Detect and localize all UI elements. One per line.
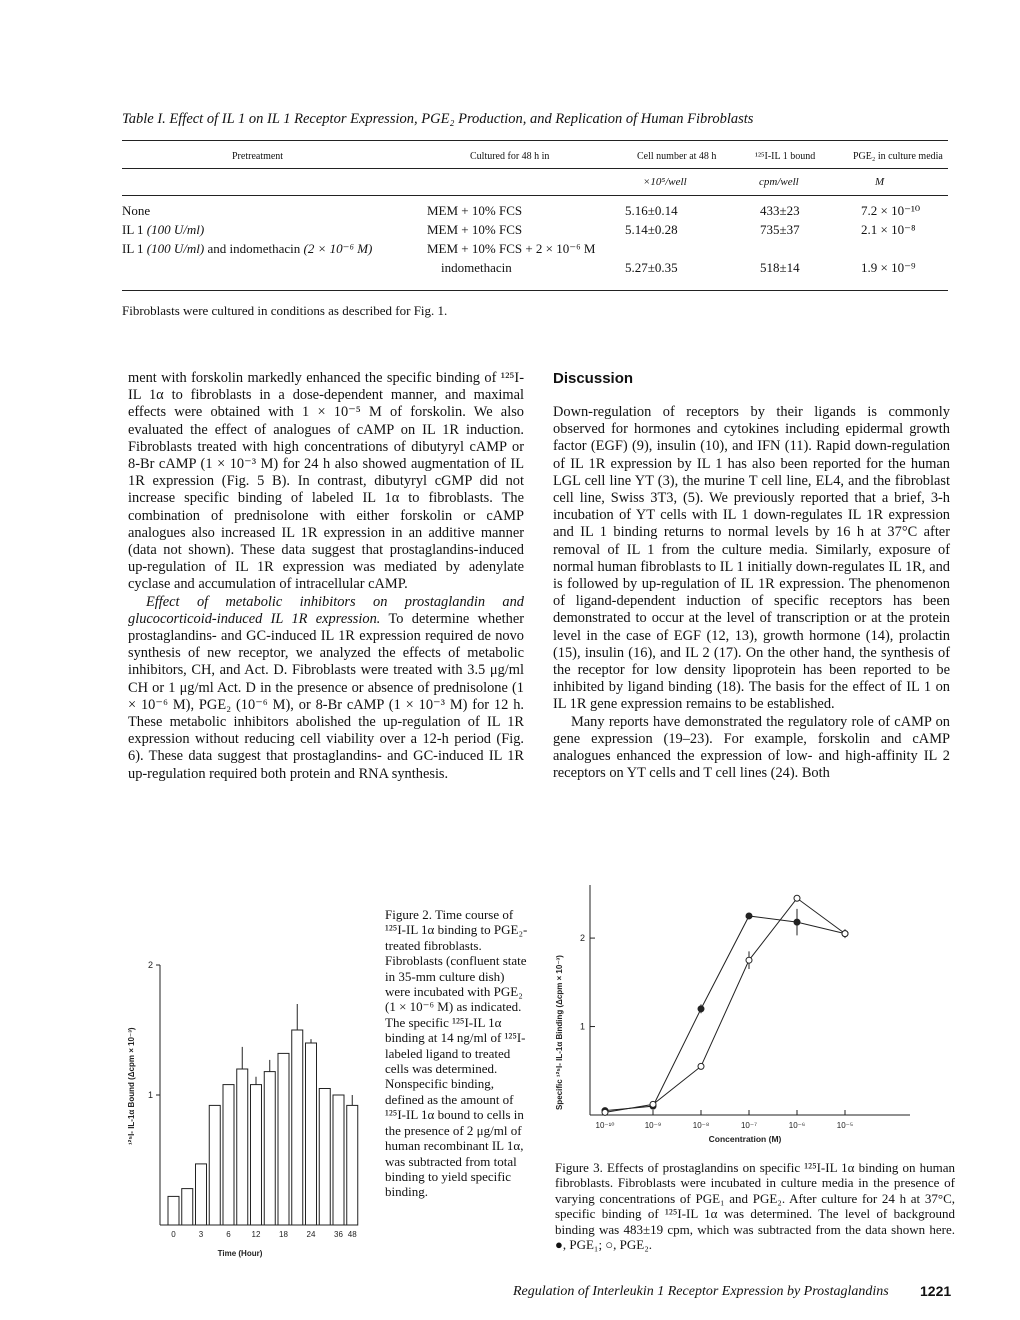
table-unit-bound: cpm/well (759, 176, 799, 188)
table-cell-pretreatment: None (122, 203, 151, 218)
table-cell-bound: 433±23 (760, 203, 800, 218)
bar (333, 1095, 344, 1225)
x-tick-label: 10⁻⁵ (836, 1121, 854, 1130)
x-tick-label: 6 (226, 1230, 231, 1239)
data-point (698, 1063, 704, 1069)
data-point (698, 1006, 704, 1012)
x-tick-label: 12 (251, 1230, 261, 1239)
table-unit-cells: ×10⁵/well (643, 176, 687, 188)
table-cell-cultured: MEM + 10% FCS (427, 203, 523, 218)
table-cell-cultured: MEM + 10% FCS + 2 × 10⁻⁶ M (427, 241, 596, 256)
x-tick-label: 10⁻⁹ (644, 1121, 662, 1130)
x-axis-label: Concentration (M) (708, 1134, 782, 1144)
y-tick-label: 1 (147, 1090, 153, 1100)
table-cell-bound: 518±14 (760, 260, 800, 275)
data-point (602, 1109, 608, 1115)
table-title: Table I. Effect of IL 1 on IL 1 Receptor Expression, PGE₂ Production, and Replication of Human Fibroblasts (122, 111, 754, 127)
x-tick-label: 18 (279, 1230, 288, 1239)
body-paragraph (128, 594, 524, 783)
body-paragraph: ment with forskolin markedly enhanced the specific binding of ¹²⁵I-IL 1α to fibroblasts in a dose-dependent manner, and maximal effects were obtained with 1 × 10⁻⁵ M of forskolin. We also evaluated the effect of analogues of cAMP on IL 1R induction. Fibroblasts treated with high concentrations of dibutyryl cAMP or 8-Br cAMP (1 × 10⁻³ M) for 24 h also showed augmentation of IL 1R expression (Fig. 5 B). In contrast, dibutyryl cGMP did not increase specific binding of labeled IL 1α to fibroblasts. The combination of prednisolone with either forskolin or cAMP analogues also increased IL 1R expression in an additive manner (data not shown). These data suggest that prostaglandins-induced up-regulation of IL 1R expression was mediated by adenylate cyclase and accumulation of intracellular cAMP. (128, 370, 524, 593)
data-point (842, 931, 848, 937)
table-cell-pge2: 7.2 × 10⁻¹⁰ (861, 203, 921, 218)
figure3-plot (555, 885, 910, 1144)
left-column-text (128, 370, 524, 783)
x-tick-label: 10⁻¹⁰ (595, 1121, 615, 1130)
table-cell-bound: 735±37 (760, 222, 800, 237)
bar (196, 1164, 207, 1225)
x-tick-label: 24 (306, 1230, 316, 1239)
table-cell-cultured: MEM + 10% FCS (427, 222, 523, 237)
x-tick-label: 48 (347, 1230, 357, 1239)
x-tick-label: 3 (198, 1230, 204, 1239)
table-header-il1-bound: ¹²⁵I-IL 1 bound (755, 151, 816, 162)
table-units-rule (122, 195, 948, 196)
data-point (650, 1101, 656, 1107)
y-axis-label: Specific ¹²⁵I- IL-1α Binding (Δcpm × 10⁻³) (555, 955, 564, 1110)
x-tick-label: 36 (334, 1230, 343, 1239)
bar (168, 1196, 179, 1225)
bar (223, 1085, 234, 1225)
bar (319, 1089, 330, 1226)
figure3-caption: Figure 3. Effects of prostaglandins on specific ¹²⁵I-IL 1α binding on human fibroblasts. Fibroblasts were incubated in culture media in the presence of varying concentrations of PGE₁ and PGE₂. After culture for 24 h at 37°C, specific binding of ¹²⁵I-IL 1α was determined. The level of background binding was 483±19 cpm, which was subtracted from the data shown here. ●, PGE₁; ○, PGE₂. (555, 1160, 955, 1253)
y-axis-label: ¹²⁵I- IL-1α Bound (Δcpm × 10⁻³) (127, 1027, 136, 1145)
paragraph-body: To determine whether prostaglandins- and GC-induced IL 1R expression required de novo synthesis of new receptor, we analyzed the effects of metabolic inhibitors, CH, and Act. D. Fibroblasts were treated with 3.5 μg/ml CH or 1 μg/ml Act. D in the presence or absence of prednisolone (1 × 10⁻⁶ M), PGE₂ (10⁻⁶ M), or 8-Br cAMP (1 × 10⁻³ M) for 12 h. These metabolic inhibitors abolished the up-regulation of IL 1R expression without reducing cell viability over a 12-h period (Fig. 6). These data suggest that prostaglandins- and GC-induced IL 1R up-regulation required both protein and RNA synthesis. (128, 610, 524, 782)
figure2-plot (127, 960, 358, 1258)
table-unit-pge2: M (875, 176, 885, 188)
bar (347, 1105, 358, 1225)
paragraph-run-in-heading: Effect of metabolic inhibitors on prostaglandin and glucocorticoid-induced IL 1R expression. (128, 593, 524, 627)
table-bottom-rule (122, 290, 948, 291)
x-tick-label: 10⁻⁶ (788, 1121, 806, 1130)
table-cell-cultured-cont: indomethacin (441, 260, 512, 275)
table-cell-pretreatment: IL 1 (100 U/ml) and indomethacin (2 × 10⁻⁶ M) (122, 241, 373, 256)
running-title: Regulation of Interleukin 1 Receptor Expression by Prostaglandins (513, 1284, 889, 1299)
table-cell-cells: 5.14±0.28 (625, 222, 678, 237)
x-axis-label: Time (Hour) (217, 1249, 263, 1258)
bar (292, 1030, 303, 1225)
x-tick-label: 10⁻⁷ (740, 1121, 758, 1130)
body-paragraph: Down-regulation of receptors by their ligands is commonly observed for hormones and cytokines including epidermal growth factor (EGF) (9), insulin (10), and IFN (11). Rapid down-regulation of IL 1R expression by IL 1 has also been reported for the human LGL cell line YT (3), the murine T cell line, EL4, and the fibroblast cell line, Swiss 3T3, (5). We previously reported that a brief, 3-h incubation of YT cells with IL 1 down-regulates IL 1R expression and IL 1 binding returns to normal levels by 16 h at 37°C after removal of IL 1 from the culture media. Similarly, exposure of normal human fibroblasts to IL 1 initially down-regulates IL 1R, and is followed by up-regulation of IL 1R expression. The phenomenon of ligand-dependent induction of specific receptors has been demonstrated to occur at the level of transcription or at the protein level in the case of EGF (12, 13), growth hormone (14), prolactin (15), insulin (16), and IL 2 (17). On the other hand, the synthesis of the receptor for low density lipoprotein has been reported to be inhibited by ligand binding (18). The basis for the effect of IL 1 on IL 1R gene expression remains to be established. (553, 404, 950, 713)
figure2-caption: Figure 2. Time course of ¹²⁵I-IL 1α binding to PGE₂-treated fibroblasts. Fibroblasts (confluent state in 35-mm culture dish) were incubated with PGE₂ (1 × 10⁻⁶ M) as indicated. The specific ¹²⁵I-IL 1α binding at 14 ng/ml of ¹²⁵I-labeled ligand to treated cells was determined. Nonspecific binding, defined as the amount of ¹²⁵I-IL 1α bound to cells in the presence of 2 μg/ml of human recombinant IL 1α, was subtracted from total binding to yield specific binding. (385, 907, 528, 1200)
table-header-pretreatment: Pretreatment (232, 151, 284, 162)
y-tick-label: 2 (579, 933, 585, 944)
y-tick-label: 2 (147, 960, 153, 970)
y-tick-label: 1 (579, 1021, 585, 1032)
data-point (794, 895, 800, 901)
table-cell-cells: 5.27±0.35 (625, 260, 678, 275)
data-point (746, 957, 752, 963)
body-paragraph: Many reports have demonstrated the regulatory role of cAMP on gene expression (19–23). For example, forskolin and cAMP analogues enhanced the expression of low- and high-affinity IL 2 receptors on YT cells and T cell lines (24). Both (553, 713, 950, 782)
bar (306, 1043, 317, 1225)
table-header-pge2: PGE₂ in culture media (853, 151, 943, 162)
table-cell-pge2: 2.1 × 10⁻⁸ (861, 222, 916, 237)
x-tick-label: 10⁻⁸ (692, 1121, 710, 1130)
bar (278, 1053, 289, 1225)
page-number: 1221 (920, 1283, 952, 1299)
table-footnote: Fibroblasts were cultured in conditions as described for Fig. 1. (122, 303, 448, 318)
figure3-line-chart (545, 870, 925, 1150)
figure2-bar-chart (120, 955, 380, 1275)
table-cell-pge2: 1.9 × 10⁻⁹ (861, 260, 916, 275)
table-cell-pretreatment: IL 1 (100 U/ml) (122, 222, 205, 237)
table-header-rule (122, 168, 948, 169)
table-top-rule (122, 140, 948, 141)
bar (209, 1105, 220, 1225)
bar (237, 1069, 248, 1225)
data-point (746, 913, 752, 919)
section-heading: Discussion (553, 370, 634, 387)
table-header-cultured: Cultured for 48 h in (470, 151, 550, 162)
bar (251, 1085, 262, 1225)
bar (182, 1189, 193, 1225)
data-point (794, 919, 800, 925)
right-column-text (553, 404, 950, 782)
series-line (605, 898, 845, 1112)
table-cell-cells: 5.16±0.14 (625, 203, 678, 218)
bar (264, 1072, 275, 1225)
x-tick-label: 0 (171, 1230, 176, 1239)
table-header-cell-number: Cell number at 48 h (637, 151, 717, 162)
